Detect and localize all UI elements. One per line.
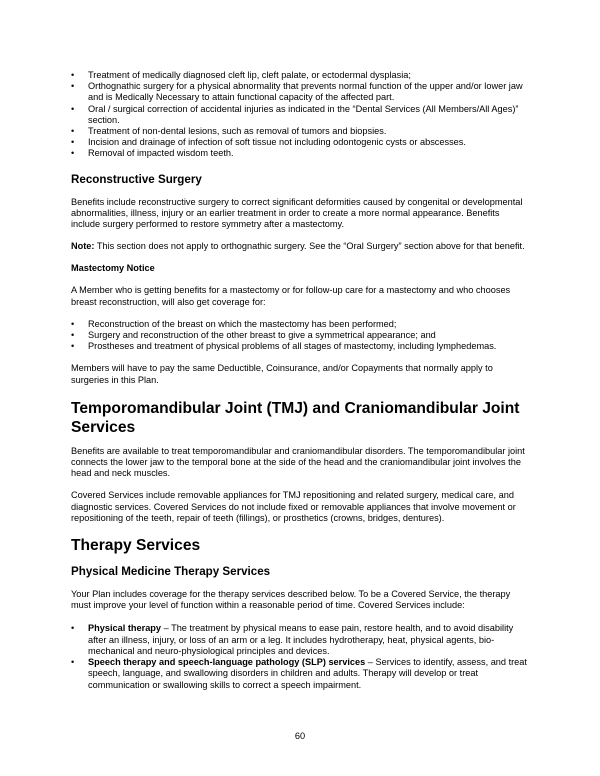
list-item: • Orthognathic surgery for a physical abnormality that prevents normal function of the upper and/or lower jaw and is Medically Necessary to attain functional capacity of the affected part. [71,81,523,103]
mastectomy-outro: Members will have to pay the same Deductible, Coinsurance, and/or Copayments that normally apply to surgeries in this Plan. [71,363,493,385]
tmj-heading: Temporomandibular Joint (TMJ) and Craniomandibular Joint Services [71,399,520,436]
note-label: Note: [71,241,95,252]
physical-medicine-heading: Physical Medicine Therapy Services [71,565,271,579]
bullet-icon: • [71,126,75,137]
list-item: • Treatment of medically diagnosed cleft lip, cleft palate, or ectodermal dysplasia; [71,70,411,80]
bullet-icon: • [71,657,75,668]
bullet-icon: • [71,137,75,148]
item-label: Physical therapy [88,623,162,634]
list-item: • Reconstruction of the breast on which the mastectomy has been performed; [71,318,397,329]
list-item: • Physical therapy – The treatment by physical means to ease pain, restore health, and to avoid disability after an illness, injury, or loss of an arm or a leg. It includes hydrotherapy, heat, physical agents, bio-mechanical and neuro-physiological principles and devices. [71,623,514,656]
reconstructive-note: Note: This section does not apply to orthognathic surgery. See the “Oral Surgery” section above for that benefit. [71,241,525,252]
mastectomy-list [71,319,531,353]
list-item: • Surgery and reconstruction of the other breast to give a symmetrical appearance; and [71,330,436,341]
bullet-icon: • [71,103,75,114]
list-item: • Prostheses and treatment of physical problems of all stages of mastectomy, including lymphedemas. [71,341,497,352]
list-item: • Treatment of non-dental lesions, such as removal of tumors and biopsies. [71,126,387,137]
bullet-icon: • [71,148,75,159]
page-number: 60 [294,731,306,741]
bullet-icon: • [71,330,75,341]
list-item: • Speech therapy and speech-language pathology (SLP) services – Services to identify, assess, and treat speech, language, and swallowing disorders in children and adults. Therapy will develop or treat communication or swallowing skills to correct a speech impairment. [71,657,527,690]
therapy-services-heading: Therapy Services [71,537,201,555]
therapy-list [71,623,531,690]
list-item: • Removal of impacted wisdom teeth. [71,148,234,159]
item-label: Speech therapy and speech-language pathology (SLP) services [88,657,366,668]
list-item: • Incision and drainage of infection of soft tissue not including odontogenic cysts or abscesses. [71,137,466,148]
page-content [71,70,531,691]
list-item: • Oral / surgical correction of accidental injuries as indicated in the “Dental Services (All Members/All Ages)” section. [71,103,519,125]
bullet-icon: • [71,318,75,329]
oral-surgery-list [71,70,531,160]
bullet-icon: • [71,341,75,352]
tmj-paragraph-2: Covered Services include removable appliances for TMJ repositioning and related surgery, medical care, and diagnostic services. Covered Services do not include fixed or removable appliances that involve movement or repositioning of the teeth, repair of teeth (fillings), or prosthetics (crowns, bridges, dentures). [71,490,516,523]
mastectomy-intro: A Member who is getting benefits for a mastectomy or for follow-up care for a mastectomy and who chooses breast reconstruction, will also get coverage for: [71,285,511,307]
bullet-icon: • [71,623,75,634]
reconstructive-paragraph: Benefits include reconstructive surgery to correct significant deformities caused by congenital or developmental abnormalities, illness, injury or an earlier treatment in order to create a more normal appearance. Benefits include surgery performed to restore symmetry after a mastectomy. [71,196,523,230]
therapy-intro: Your Plan includes coverage for the therapy services described below. To be a Covered Service, the therapy must improve your level of function within a reasonable period of time. Covered Services include: [71,589,511,611]
bullet-icon: • [71,81,75,92]
tmj-paragraph-1: Benefits are available to treat temporomandibular and craniomandibular disorders. The temporomandibular joint connects the lower jaw to the temporal bone at the side of the head and the craniomandibular joint involves the head and neck muscles. [71,445,525,479]
bullet-icon: • [71,70,75,80]
mastectomy-notice-heading: Mastectomy Notice [71,263,155,274]
reconstructive-surgery-heading: Reconstructive Surgery [71,172,202,186]
